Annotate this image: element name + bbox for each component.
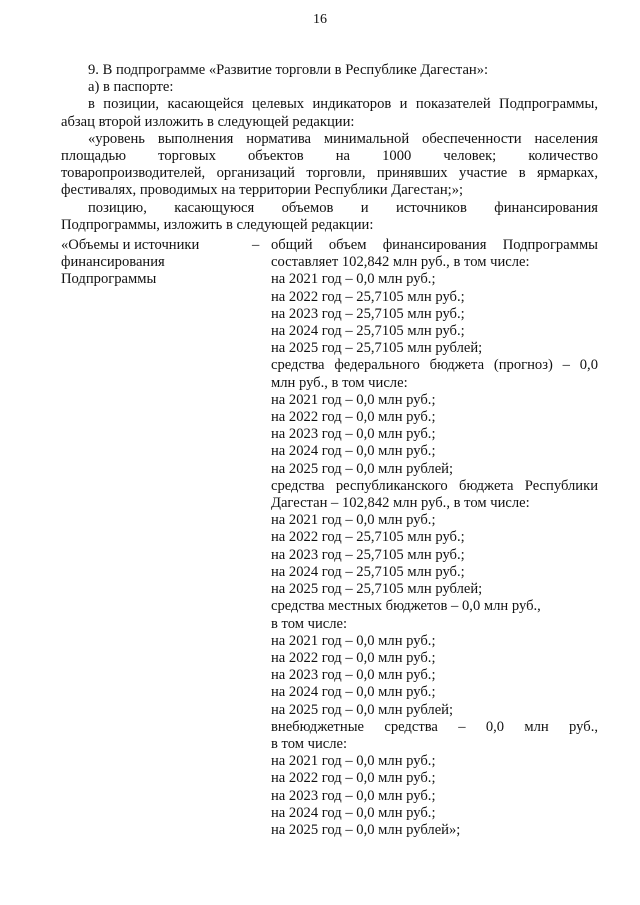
financing-table-value-line: на 2022 год – 25,7105 млн руб.; xyxy=(271,288,465,305)
financing-table xyxy=(61,237,598,839)
financing-table-value-line: на 2022 год – 0,0 млн руб.; xyxy=(271,409,436,426)
financing-table-value-line: на 2025 год – 0,0 млн рублей; xyxy=(271,701,454,718)
financing-table-label-line: Подпрограммы xyxy=(61,271,157,288)
item-a: а) в паспорте: xyxy=(88,79,174,96)
financing-table-value-line: общий объем финансирования Подпрограммы xyxy=(271,237,598,254)
paragraph-2-line-1: позицию, касающуюся объемов и источников финансирования xyxy=(88,199,598,216)
financing-table-value-line: на 2021 год – 0,0 млн руб.; xyxy=(271,512,436,529)
financing-table-value-line: на 2024 год – 0,0 млн руб.; xyxy=(271,443,436,460)
document-body xyxy=(61,62,598,839)
financing-table-value-line: на 2023 год – 25,7105 млн руб.; xyxy=(271,546,465,563)
paragraph-1-line-1: в позиции, касающейся целевых индикаторов и показателей Подпрограммы, xyxy=(88,96,598,113)
financing-table-value-line: на 2024 год – 25,7105 млн руб.; xyxy=(271,563,465,580)
financing-table-value-line: на 2023 год – 0,0 млн руб.; xyxy=(271,667,436,684)
financing-table-value-line: на 2022 год – 0,0 млн руб.; xyxy=(271,770,436,787)
financing-table-value-line: средства республиканского бюджета Республики xyxy=(271,477,598,494)
financing-table-value-line: на 2021 год – 0,0 млн руб.; xyxy=(271,271,436,288)
financing-table-value-line: на 2022 год – 25,7105 млн руб.; xyxy=(271,529,465,546)
quote-line-4: фестивалях, проводимых на территории Республики Дагестан;»; xyxy=(61,182,464,199)
financing-table-value-line: на 2024 год – 25,7105 млн руб.; xyxy=(271,323,465,340)
financing-table-value-line: в том числе: xyxy=(271,735,348,752)
financing-table-value-line: на 2024 год – 0,0 млн руб.; xyxy=(271,804,436,821)
quote-line-3: товаропроизводителей, организаций торговли, принявших участие в ярмарках, xyxy=(61,165,598,182)
financing-table-label-column xyxy=(61,237,252,839)
financing-table-value-line: на 2021 год – 0,0 млн руб.; xyxy=(271,753,436,770)
financing-table-value-line: на 2025 год – 0,0 млн рублей; xyxy=(271,460,454,477)
financing-table-value-line: средства местных бюджетов – 0,0 млн руб., xyxy=(271,598,541,615)
financing-table-value-column xyxy=(271,237,598,839)
paragraph-1-line-2: абзац второй изложить в следующей редакции: xyxy=(61,113,355,130)
section-heading: 9. В подпрограмме «Развитие торговли в Республике Дагестан»: xyxy=(88,62,489,78)
financing-table-value-line: на 2025 год – 25,7105 млн рублей; xyxy=(271,340,483,357)
financing-table-value-line: млн руб., в том числе: xyxy=(271,374,408,391)
financing-table-value-line: на 2025 год – 0,0 млн рублей»; xyxy=(271,821,461,838)
financing-table-value-line: на 2021 год – 0,0 млн руб.; xyxy=(271,391,436,408)
financing-table-label-line: финансирования xyxy=(61,254,165,271)
financing-table-value-line: средства федерального бюджета (прогноз) – 0,0 xyxy=(271,357,598,374)
financing-table-value-line: на 2023 год – 0,0 млн руб.; xyxy=(271,426,436,443)
financing-table-value-line: на 2025 год – 25,7105 млн рублей; xyxy=(271,581,483,598)
financing-table-value-line: на 2023 год – 0,0 млн руб.; xyxy=(271,787,436,804)
quote-line-1: «уровень выполнения норматива минимальной обеспеченности населения xyxy=(88,130,598,147)
financing-table-value-line: составляет 102,842 млн руб., в том числе: xyxy=(271,254,530,271)
financing-table-value-line: в том числе: xyxy=(271,615,348,632)
paragraph-2-line-2: Подпрограммы, изложить в следующей редакции: xyxy=(61,216,374,233)
financing-table-value-line: на 2021 год – 0,0 млн руб.; xyxy=(271,632,436,649)
financing-table-value-line: на 2022 год – 0,0 млн руб.; xyxy=(271,649,436,666)
financing-table-dash: – xyxy=(252,237,260,254)
quote-line-2: площадью торговых объектов на 1000 человек; количество xyxy=(61,148,598,165)
financing-table-value-line: на 2024 год – 0,0 млн руб.; xyxy=(271,684,436,701)
financing-table-label-line: «Объемы и источники xyxy=(61,237,200,254)
financing-table-value-line: на 2023 год – 25,7105 млн руб.; xyxy=(271,305,465,322)
financing-table-value-line: внебюджетные средства – 0,0 млн руб., xyxy=(271,718,598,735)
page-number: 16 xyxy=(313,12,327,27)
financing-table-value-line: Дагестан – 102,842 млн руб., в том числе: xyxy=(271,495,530,512)
